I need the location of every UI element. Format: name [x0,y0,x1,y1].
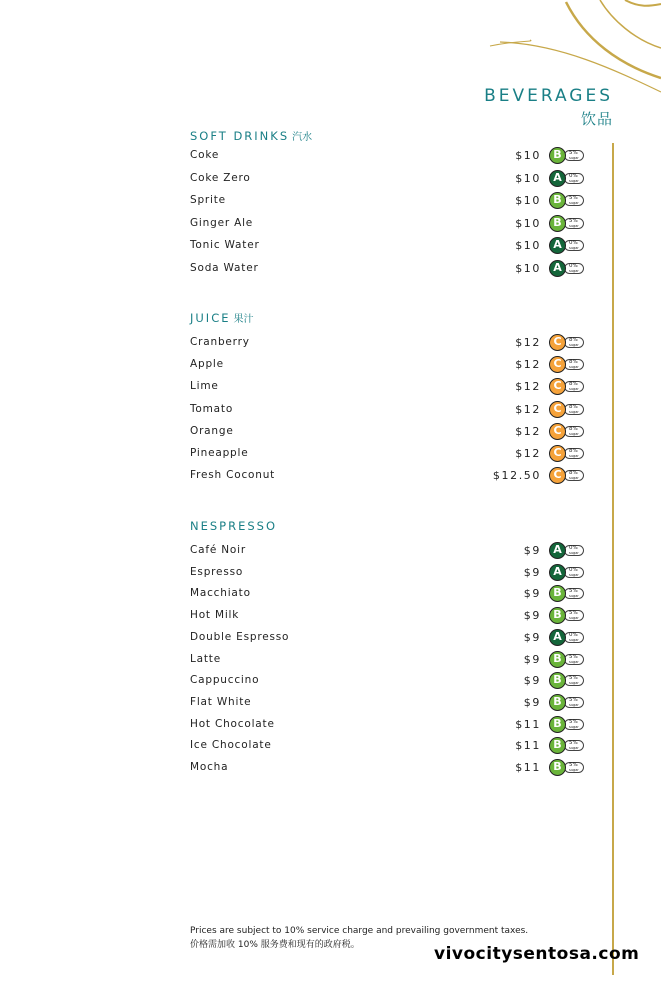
menu-item [190,400,590,420]
sugar-level-pill [564,545,584,556]
menu-item [190,355,590,375]
sugar-percent: 0% [569,172,578,179]
grade-letter: A [549,542,566,559]
sugar-level-pill [564,719,584,730]
sugar-level-pill [564,654,584,665]
grade-letter: A [549,237,566,254]
item-price: $9 [523,674,541,688]
menu-item [190,259,590,279]
sugar-label: sugar [569,156,579,160]
sugar-level-pill [564,173,584,184]
sugar-percent: 8% [569,403,578,410]
sugar-percent: 0% [569,631,578,638]
nutri-grade-badge [547,650,585,670]
sugar-level-pill [564,337,584,348]
sugar-percent: 8% [569,381,578,388]
sugar-percent: 5% [569,653,578,660]
sugar-label: sugar [569,365,579,370]
gold-divider-line [612,143,614,975]
menu-item [190,191,590,211]
item-name: Hot Milk [190,609,240,622]
menu-item [190,377,590,397]
menu-item [190,541,590,561]
sugar-percent: 0% [569,545,578,551]
sugar-level-pill [564,240,584,251]
nutri-grade-badge [547,444,585,464]
item-price: $10 [515,216,541,230]
grade-letter: B [549,192,566,209]
sugar-label: sugar [569,551,579,555]
grade-letter: B [549,651,566,668]
section-title: NESPRESSO [190,519,278,533]
item-price: $9 [523,587,541,601]
sugar-percent: 5% [569,588,578,595]
item-price: $9 [523,630,541,644]
grade-letter: B [549,694,566,711]
item-name: Pineapple [190,447,249,459]
item-name: Café Noir [190,544,246,556]
grade-letter: B [549,737,566,754]
sugar-percent: 0% [569,566,578,573]
item-price: $12 [515,424,541,438]
sugar-label: sugar [569,724,579,729]
menu-item [190,671,590,691]
sugar-percent: 0% [569,240,578,247]
nutri-grade-badge [547,377,585,397]
sugar-label: sugar [569,454,579,458]
menu-item [190,650,590,670]
grade-letter: C [549,445,566,462]
grade-letter: B [549,585,566,602]
item-price: $11 [515,739,541,753]
item-price: $12 [515,402,541,416]
menu-item [190,169,590,189]
sugar-percent: 5% [569,718,578,725]
menu-item [190,146,590,166]
menu-title-chinese: 饮品 [580,110,613,128]
sugar-level-pill [564,263,584,274]
item-price: $10 [515,262,541,275]
grade-letter: B [549,672,566,689]
item-name: Macchiato [190,587,251,600]
sugar-level-pill [564,675,584,686]
sugar-label: sugar [569,681,579,686]
sugar-percent: 8% [569,470,578,477]
nutri-grade-badge [547,606,585,626]
sugar-label: sugar [569,594,579,599]
nutri-grade-badge [547,355,585,375]
nutri-grade-badge [547,191,585,211]
sugar-label: sugar [569,616,579,621]
item-price: $11 [515,717,541,731]
sugar-level-pill [564,195,584,206]
item-name: Soda Water [190,262,259,274]
item-name: Apple [190,358,224,371]
nutri-grade-badge [547,563,585,583]
sugar-percent: 5% [569,150,578,156]
item-name: Flat White [190,695,252,708]
grade-letter: C [549,423,566,440]
grade-letter: C [549,378,566,395]
sugar-level-pill [564,610,584,621]
sugar-level-pill [564,150,584,161]
section-soft-drinks [190,127,590,275]
item-name: Double Espresso [190,630,290,643]
nutri-grade-badge [547,758,585,778]
item-price: $10 [515,194,541,208]
sugar-level-pill [564,697,584,708]
sugar-label: sugar [569,746,579,751]
sugar-label: sugar [569,387,579,392]
sugar-level-pill [564,740,584,751]
sugar-percent: 5% [569,195,578,202]
item-name: Fresh Coconut [190,469,276,482]
sugar-percent: 0% [569,263,578,269]
sugar-label: sugar [569,637,579,642]
menu-title: BEVERAGES [484,86,613,106]
sugar-level-pill [564,381,584,392]
sugar-label: sugar [569,768,579,772]
item-name: Ginger Ale [190,216,254,229]
nutri-grade-badge [547,541,585,561]
nutri-grade-badge [547,169,585,189]
sugar-percent: 8% [569,337,578,343]
sugar-percent: 8% [569,448,578,454]
menu-item [190,214,590,234]
nutri-grade-badge [547,400,585,420]
sugar-label: sugar [569,269,579,273]
menu-item [190,606,590,626]
sugar-level-pill [564,448,584,459]
sugar-label: sugar [569,659,579,664]
sugar-percent: 5% [569,696,578,703]
sugar-label: sugar [569,223,579,228]
footer-note-chinese: 价格需加收 10% 服务费和现有的政府税。 [190,940,360,950]
section-nespresso [190,517,590,774]
grade-letter: A [549,170,566,187]
item-price: $9 [523,695,541,709]
nutri-grade-badge [547,146,585,166]
menu-item [190,693,590,713]
sugar-label: sugar [569,343,579,347]
grade-letter: C [549,467,566,484]
sugar-percent: 8% [569,359,578,366]
menu-item [190,758,590,778]
item-price: $9 [523,565,541,579]
grade-letter: B [549,716,566,733]
item-name: Coke Zero [190,171,251,184]
sugar-label: sugar [569,431,579,436]
item-name: Tonic Water [190,239,260,252]
sugar-level-pill [564,632,584,643]
sugar-level-pill [564,218,584,229]
grade-letter: C [549,334,566,351]
nutri-grade-badge [547,214,585,234]
item-price: $12 [515,447,541,460]
sugar-percent: 5% [569,762,578,768]
item-price: $12 [515,380,541,394]
sugar-level-pill [564,470,584,481]
nutri-grade-badge [547,715,585,735]
item-price: $10 [515,149,541,162]
watermark: vivocitysentosa.com [434,944,640,964]
sugar-percent: 5% [569,610,578,617]
section-title: SOFT DRINKS 汽水 [190,129,313,143]
item-name: Coke [190,149,220,161]
sugar-label: sugar [569,246,579,251]
sugar-level-pill [564,359,584,370]
item-name: Cappuccino [190,674,260,687]
item-price: $12 [515,358,541,372]
menu-item [190,236,590,256]
menu-item [190,563,590,583]
menu-item [190,466,590,486]
grade-letter: A [549,629,566,646]
section-juice [190,309,590,483]
item-price: $9 [523,544,541,557]
menu-item [190,444,590,464]
nutri-grade-badge [547,236,585,256]
item-name: Hot Chocolate [190,717,275,730]
sugar-label: sugar [569,201,579,206]
sugar-label: sugar [569,476,579,481]
grade-letter: A [549,564,566,581]
footer-note-english: Prices are subject to 10% service charge and prevailing government taxes. [190,926,529,936]
sugar-label: sugar [569,702,579,707]
item-name: Tomato [190,402,234,415]
sugar-level-pill [564,426,584,437]
sugar-percent: 5% [569,675,578,682]
item-price: $12 [515,336,541,349]
sugar-level-pill [564,567,584,578]
item-name: Sprite [190,194,226,207]
nutri-grade-badge [547,259,585,279]
nutri-grade-badge [547,333,585,353]
sugar-level-pill [564,762,584,773]
grade-letter: B [549,147,566,164]
nutri-grade-badge [547,693,585,713]
item-price: $10 [515,171,541,185]
menu-item [190,422,590,442]
item-name: Latte [190,652,221,665]
nutri-grade-badge [547,736,585,756]
sugar-level-pill [564,404,584,415]
sugar-percent: 5% [569,740,578,747]
item-price: $9 [523,652,541,666]
item-price: $12.50 [492,469,541,483]
item-name: Cranberry [190,336,250,348]
section-title: JUICE 果汁 [190,311,254,325]
grade-letter: C [549,356,566,373]
menu-item [190,333,590,353]
grade-letter: A [549,260,566,277]
grade-letter: B [549,215,566,232]
nutri-grade-badge [547,671,585,691]
menu-item [190,628,590,648]
item-price: $10 [515,239,541,253]
sugar-percent: 5% [569,217,578,224]
item-name: Orange [190,424,234,437]
item-name: Lime [190,380,219,393]
menu-item [190,715,590,735]
menu-item [190,736,590,756]
grade-letter: B [549,759,566,776]
item-name: Mocha [190,761,229,773]
nutri-grade-badge [547,466,585,486]
grade-letter: B [549,607,566,624]
item-price: $11 [515,761,541,774]
sugar-label: sugar [569,572,579,577]
item-price: $9 [523,609,541,623]
nutri-grade-badge [547,628,585,648]
sugar-percent: 8% [569,425,578,432]
nutri-grade-badge [547,584,585,604]
sugar-level-pill [564,588,584,599]
sugar-label: sugar [569,178,579,183]
nutri-grade-badge [547,422,585,442]
grade-letter: C [549,401,566,418]
item-name: Espresso [190,565,244,578]
sugar-label: sugar [569,409,579,414]
menu-item [190,584,590,604]
item-name: Ice Chocolate [190,739,272,752]
